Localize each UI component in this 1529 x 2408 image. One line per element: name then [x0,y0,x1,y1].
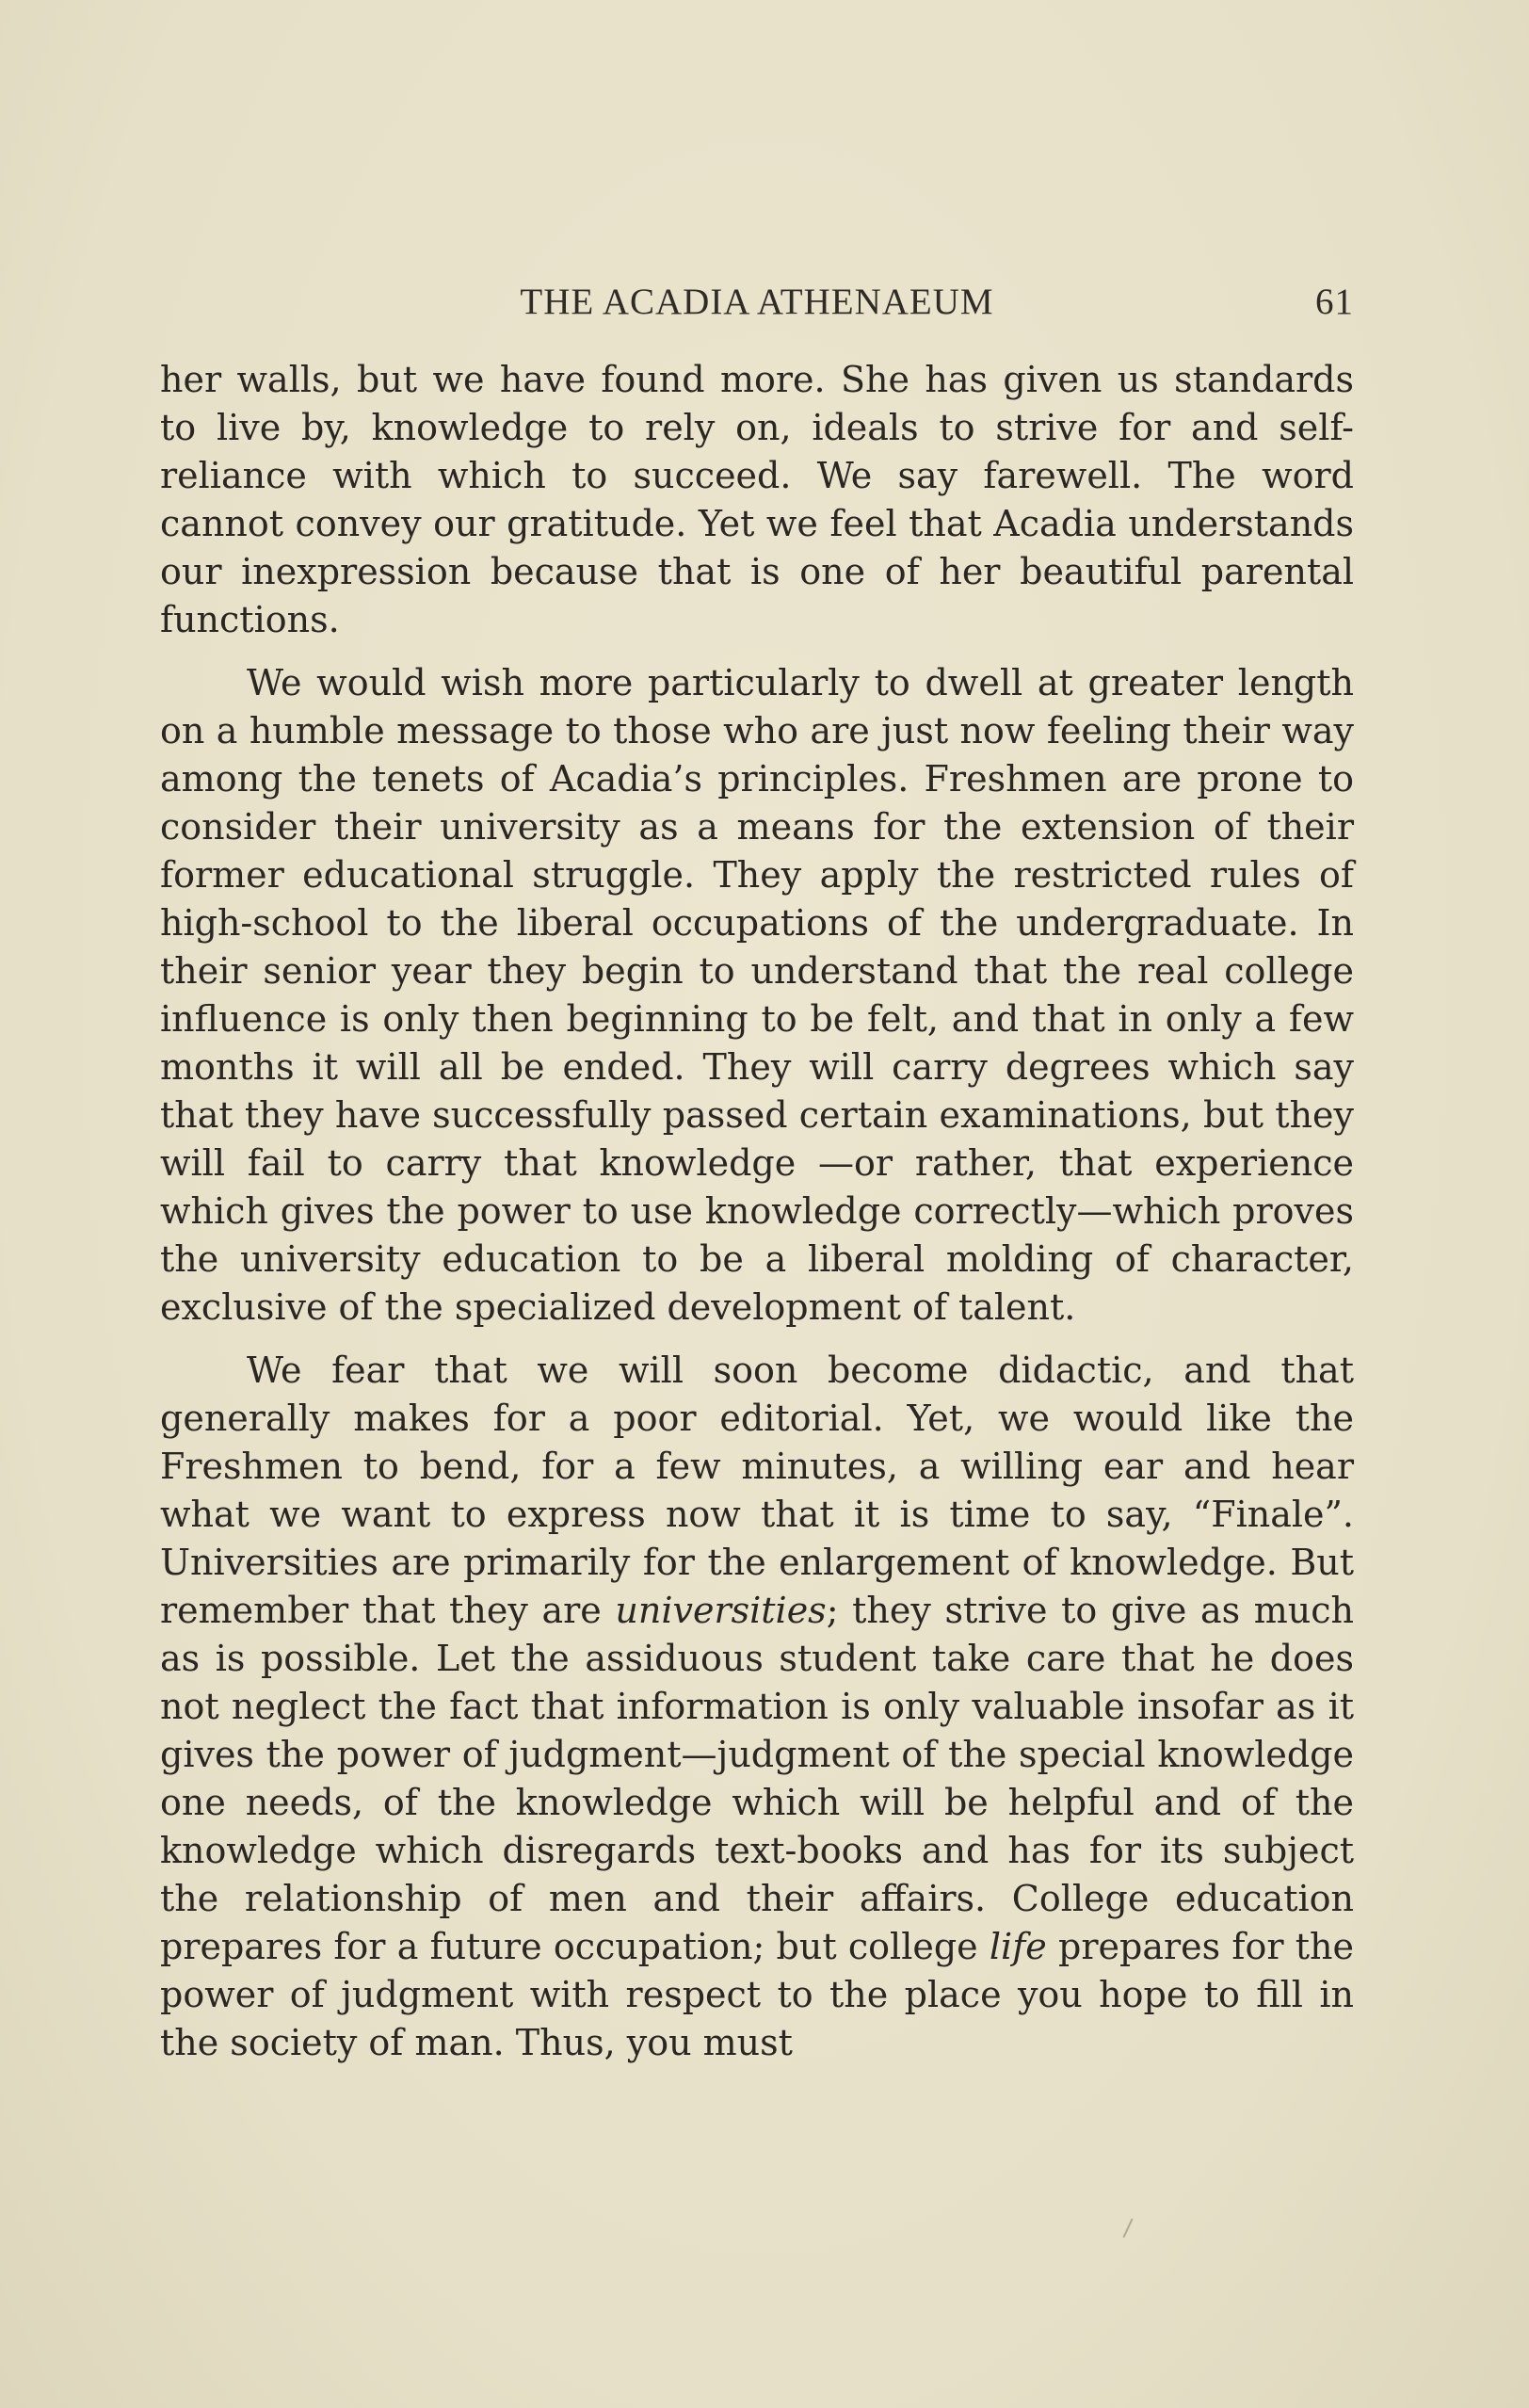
paragraph-3-text-2: ; they strive to give as much as is possible. Let the assiduous student take care that he does not neglect the fact that information is only valuable insofar as it gives the power of judgment—judgment of the special knowledge one needs, of the knowledge which will be helpful and of the knowledge which disregards text-books and has for its subject the relationship of men and their affairs. College education prepares for a future occupation; but college [160,1590,1355,1967]
page-number: 61 [1315,282,1354,322]
paragraph-3-text-3: prepares for the power of judgment with respect to the place you hope to fill in the society of man. Thus, you must [160,1926,1354,2063]
paragraph-1: her walls, but we have found more. She has given us standards to live by, knowledge to rely on, ideals to strive for and self-reliance with which to succeed. We say farewell. The word cannot convey our gratitude. Yet we feel that Acadia understands our inexpression because that is one of her beautiful parental functions. [160,359,1354,640]
body-text [160,356,1354,2067]
pencil-mark [1122,2219,1133,2238]
running-head [160,273,1354,330]
emphasis-life: life [989,1926,1047,1967]
running-title: THE ACADIA ATHENAEUM [520,282,994,322]
paragraph-3-text-1: We fear that we will soon become didactic, and that generally makes for a poor editorial. Yet, we would like the Freshmen to bend, for a few minutes, a willing ear and hear what we want to express now that it is time to say, “Finale”. Universities are primarily for the enlargement of knowledge. But remember that they are [160,1349,1354,1631]
paragraph-2: We would wish more particularly to dwell at greater length on a humble message to those who are just now feeling their way among the tenets of Acadia’s principles. Freshmen are prone to consider their university as a means for the extension of their former educational struggle. They apply the restricted rules of high-school to the liberal occupations of the undergraduate. In their senior year they begin to understand that the real college influence is only then beginning to be felt, and that in only a few months it will all be ended. They will carry degrees which say that they have successfully passed certain examinations, but they will fail to carry that knowledge —or rather, that experience which gives the power to use knowledge correctly—which proves the university education to be a liberal molding of character, exclusive of the specialized development of talent. [160,662,1354,1328]
emphasis-universities: universities [615,1590,827,1631]
document-page [160,273,1354,2082]
paragraph-3 [160,1347,1354,2067]
